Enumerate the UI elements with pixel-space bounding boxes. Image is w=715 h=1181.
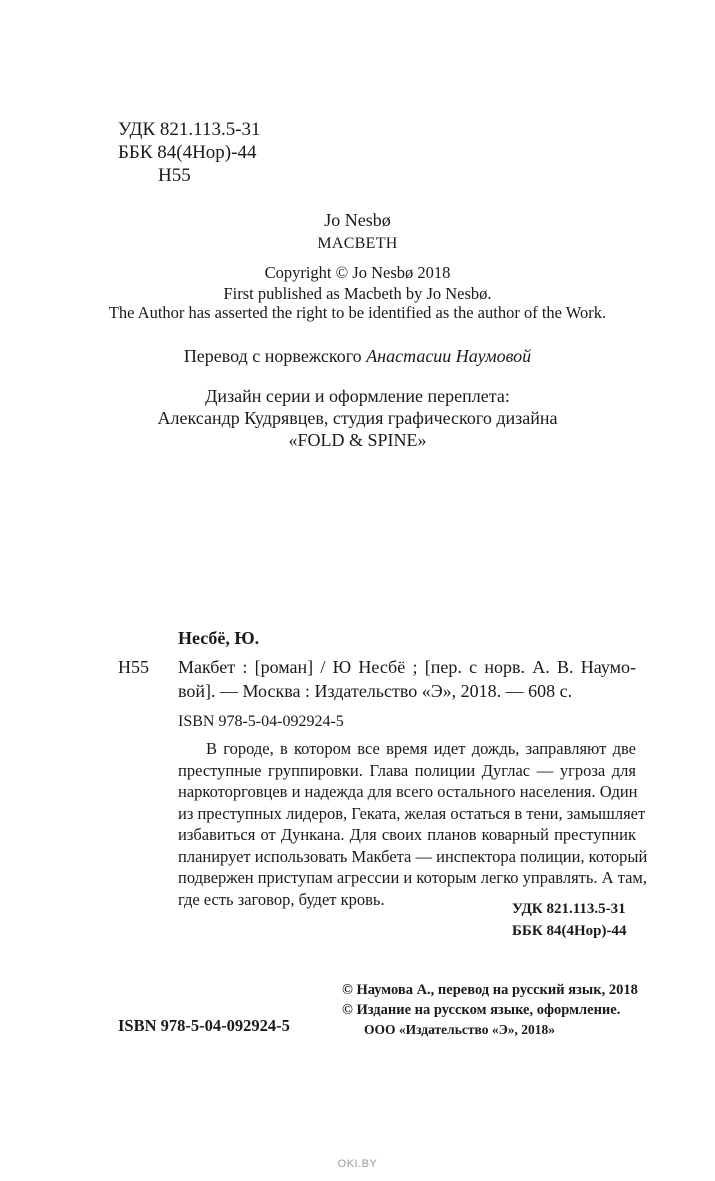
design-credit (0, 385, 715, 451)
header-author-mark: Н55 (158, 165, 191, 186)
bibliographic-line-2: вой]. — Москва : Издательство «Э», 2018. — 608 с. (178, 681, 573, 701)
annotation-paragraph (178, 738, 648, 910)
annotation-line: подвержен приступам агрессии и которым легко управлять. А там, (178, 868, 648, 887)
watermark: OKI.BY (337, 1158, 378, 1170)
footer-classification-codes (512, 898, 626, 942)
annotation-line: наркоторговцев и надежда для всего остального населения. Один (178, 782, 638, 801)
header-bbk: ББК 84(4Нор)-44 (118, 142, 257, 163)
annotation-line: из преступных лидеров, Геката, желая остаться в тени, замышляет (178, 803, 646, 823)
bibliographic-isbn: ISBN 978-5-04-092924-5 (178, 713, 344, 730)
translation-prefix: Перевод с норвежского (183, 346, 362, 366)
rights-line-2: © Издание на русском языке, оформление. (342, 1002, 621, 1018)
asserted-rights-line: The Author has asserted the right to be identified as the author of the Work. (108, 303, 607, 322)
annotation-line: где есть заговор, будет кровь. (178, 889, 385, 909)
original-author: Jo Nesbø (324, 210, 391, 230)
annotation-line: избавиться от Дункана. Для своих планов коварный преступник (178, 825, 636, 844)
first-published-line: First published as Macbeth by Jo Nesbø. (223, 284, 492, 303)
annotation-line: преступные группировки. Глава полиции Дуглас — угроза для (178, 760, 636, 780)
header-classification-codes (118, 118, 261, 187)
translator-name: Анастасии Наумовой (366, 346, 532, 366)
copyright-line: Copyright © Jo Nesbø 2018 (264, 263, 451, 282)
bibliographic-line-1: Макбет : [роман] / Ю Несбё ; [пер. с норв. А. В. Наумо- (178, 657, 636, 677)
rights-notice (342, 980, 638, 1040)
annotation-line: планирует использовать Макбета — инспектора полиции, который (178, 846, 648, 866)
copyright-block (0, 262, 715, 304)
design-line-2: Александр Кудрявцев, студия графического дизайна (157, 408, 558, 428)
rights-line-3: ООО «Издательство «Э», 2018» (364, 1022, 555, 1037)
footer-isbn: ISBN 978-5-04-092924-5 (118, 1016, 290, 1035)
design-line-1: Дизайн серии и оформление переплета: (205, 386, 510, 406)
design-line-3: «FOLD & SPINE» (288, 430, 427, 450)
translation-credit (0, 345, 715, 367)
bibliographic-code: Н55 (118, 657, 149, 677)
footer-bbk: ББК 84(4Нор)-44 (512, 923, 627, 939)
annotation-line: В городе, в котором все время идет дождь, заправляют две (206, 739, 636, 758)
bibliographic-description (178, 655, 636, 703)
bibliographic-author-heading: Несбё, Ю. (178, 628, 260, 648)
footer-udk: УДК 821.113.5-31 (512, 901, 626, 917)
rights-line-1: © Наумова А., перевод на русский язык, 2018 (342, 982, 638, 998)
header-udk: УДК 821.113.5-31 (118, 119, 261, 140)
original-title: MACBETH (317, 235, 398, 252)
